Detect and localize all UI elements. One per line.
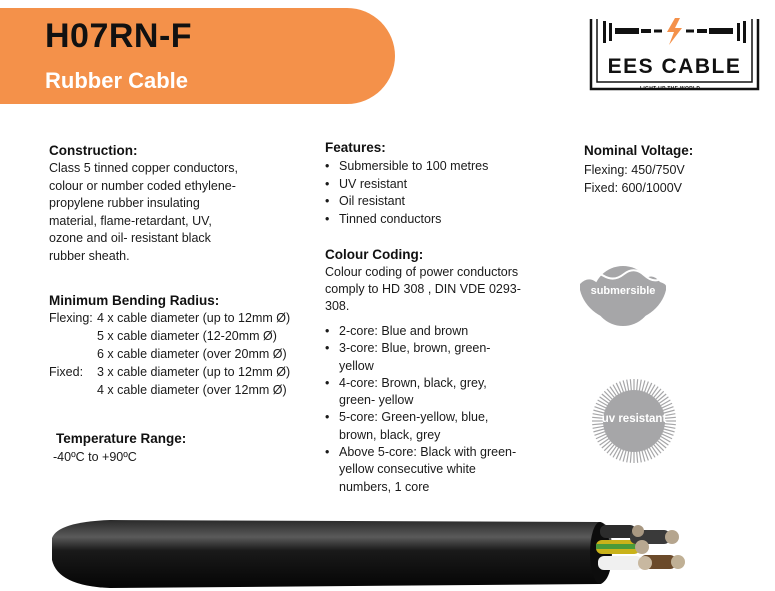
- feature-item: • Oil resistant: [325, 193, 488, 211]
- feature-item: • Tinned conductors: [325, 211, 488, 229]
- features-list: [325, 158, 488, 228]
- colour-coding-line: • 4-core: Brown, black, grey,: [339, 375, 487, 390]
- logo-text: EES CABLE: [607, 55, 742, 78]
- construction-line: rubber sheath.: [49, 248, 130, 263]
- voltage-fixed: Fixed: 600/1000V: [584, 181, 682, 195]
- colour-coding-line: • 5-core: Green-yellow, blue,: [339, 410, 489, 425]
- colour-coding-heading: Colour Coding:: [325, 247, 424, 262]
- flexing-value: 6 x cable diameter (over 20mm Ø): [97, 347, 287, 361]
- construction-line: material, flame-retardant, UV,: [49, 213, 212, 228]
- colour-coding-intro-line: comply to HD 308 , DIN VDE 0293-: [325, 282, 521, 296]
- fixed-value: 4 x cable diameter (over 12mm Ø): [97, 383, 287, 397]
- uv-resistant-badge: [591, 378, 677, 464]
- submersible-badge: [576, 264, 670, 330]
- submersible-badge-label: submersible: [590, 285, 656, 297]
- colour-coding-line: brown, black, grey: [339, 427, 441, 442]
- flexing-label: Flexing:: [49, 311, 93, 325]
- features-heading: Features:: [325, 140, 386, 155]
- construction-line: Class 5 tinned copper conductors,: [49, 161, 238, 175]
- colour-coding-line: • 2-core: Blue and brown: [339, 324, 469, 338]
- temperature-heading: Temperature Range:: [56, 431, 187, 446]
- colour-coding-line: yellow: [339, 358, 374, 373]
- cable-illustration: [0, 500, 775, 591]
- construction-line: propylene rubber insulating: [49, 196, 200, 210]
- colour-coding-item: [325, 340, 516, 375]
- bending-heading: Minimum Bending Radius:: [49, 293, 220, 308]
- submersible-badge-icon: [576, 264, 670, 330]
- colour-coding-line: • Above 5-core: Black with green-: [339, 445, 517, 460]
- construction-line: ozone and oil- resistant black: [49, 231, 211, 245]
- product-title: H07RN-F: [45, 17, 193, 55]
- colour-coding-intro: [325, 264, 521, 315]
- colour-coding-intro-line: 308.: [325, 299, 350, 313]
- construction-text: [49, 160, 238, 265]
- colour-coding-item: [325, 444, 516, 496]
- temperature-value: -40ºC to +90ºC: [53, 450, 137, 464]
- construction-line: colour or number coded ethylene-: [49, 178, 236, 193]
- uv-resistant-badge-label: uv resistant: [601, 413, 667, 425]
- colour-coding-list: [325, 323, 516, 496]
- feature-item: • UV resistant: [325, 176, 488, 194]
- colour-coding-item: [325, 323, 516, 340]
- flexing-value: 5 x cable diameter (12-20mm Ø): [97, 329, 277, 343]
- product-subtitle: Rubber Cable: [45, 68, 189, 93]
- colour-coding-intro-line: Colour coding of power conductors: [325, 265, 519, 279]
- colour-coding-item: [325, 409, 516, 444]
- feature-item: • Submersible to 100 metres: [325, 158, 488, 176]
- construction-heading: Construction:: [49, 143, 138, 158]
- logo-tagline: LIGHT UP THE WORLD: [640, 86, 701, 92]
- colour-coding-line: numbers, 1 core: [339, 479, 430, 494]
- ees-cable-logo: [587, 15, 762, 93]
- voltage-heading: Nominal Voltage:: [584, 143, 694, 158]
- colour-coding-line: yellow consecutive white: [339, 462, 476, 477]
- colour-coding-item: [325, 375, 516, 410]
- fixed-value: 3 x cable diameter (up to 12mm Ø): [97, 365, 291, 379]
- voltage-flexing: Flexing: 450/750V: [584, 163, 685, 177]
- flexing-value: 4 x cable diameter (up to 12mm Ø): [97, 311, 291, 325]
- colour-coding-line: green- yellow: [339, 393, 414, 408]
- colour-coding-line: • 3-core: Blue, brown, green-: [339, 341, 491, 356]
- fixed-label: Fixed:: [49, 365, 84, 379]
